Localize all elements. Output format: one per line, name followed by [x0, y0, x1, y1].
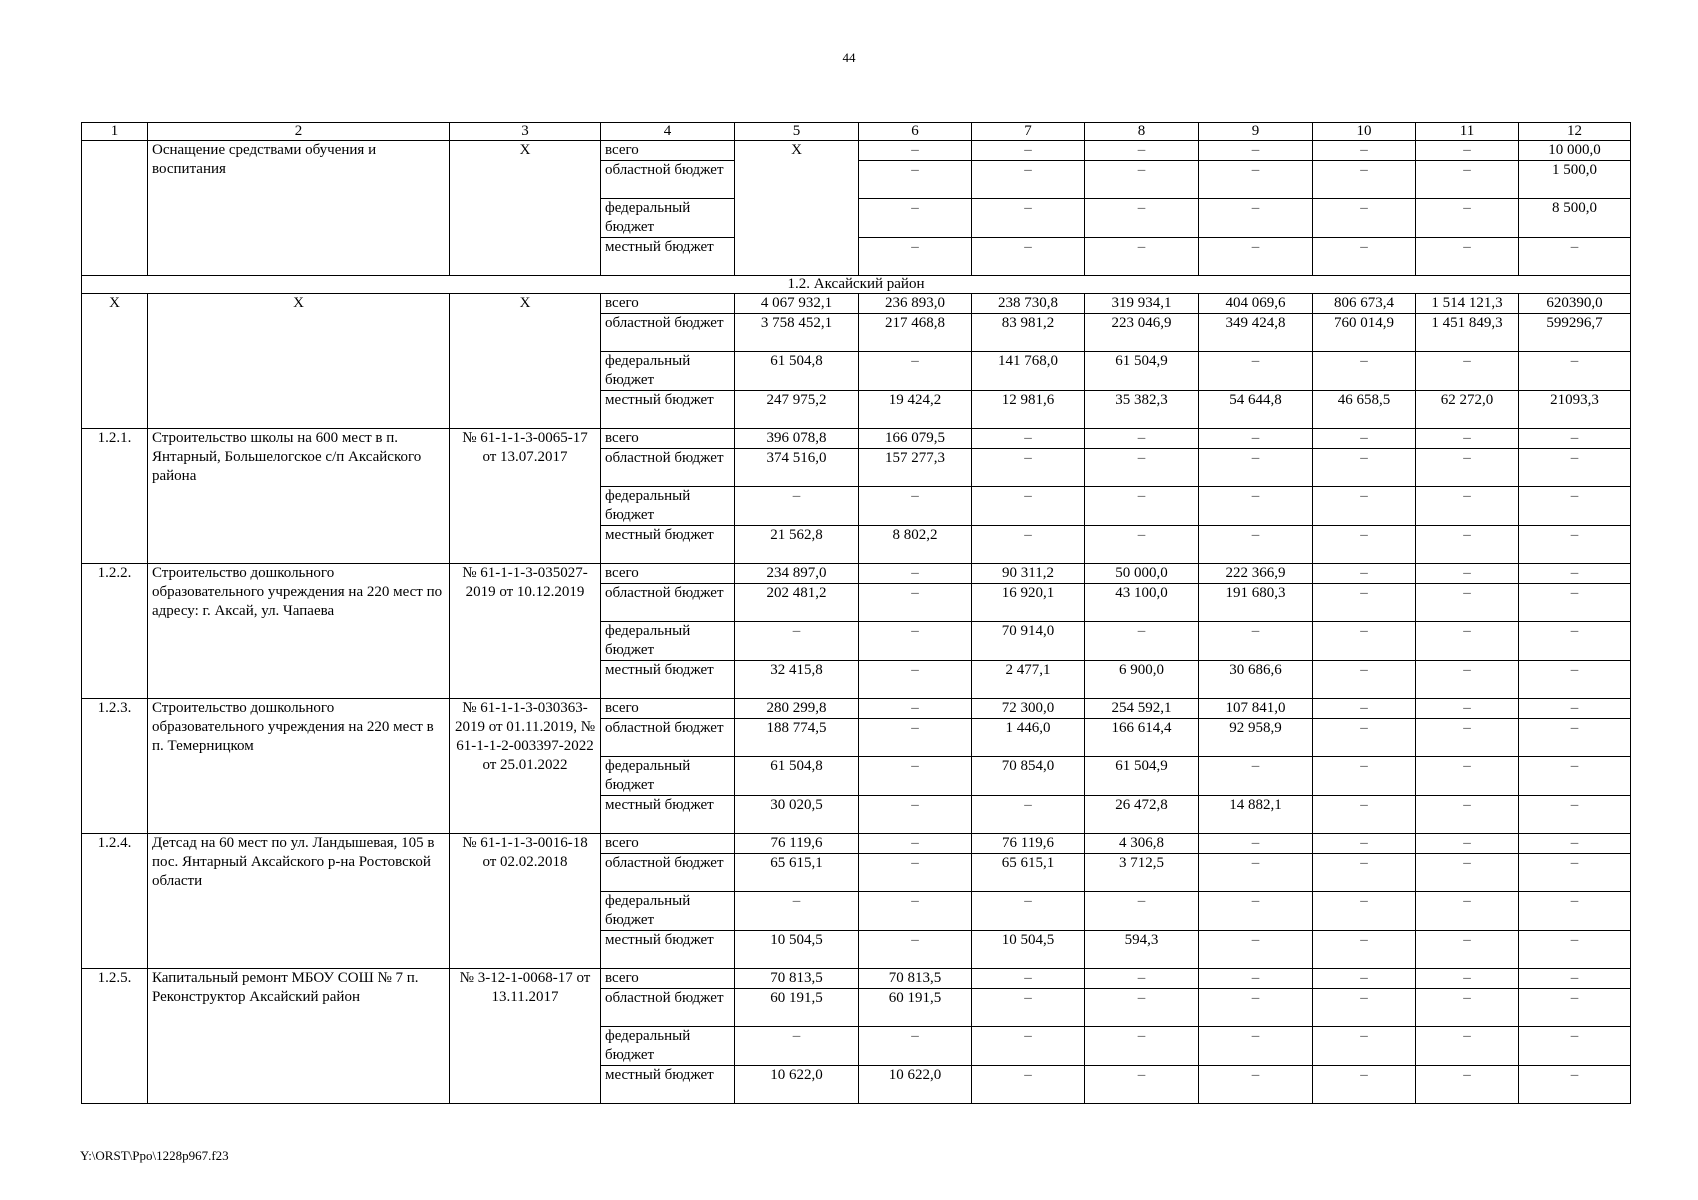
value-cell: – [1199, 892, 1313, 931]
value-cell: 1 514 121,3 [1416, 294, 1519, 314]
value-cell: 236 893,0 [859, 294, 972, 314]
value-cell: – [1313, 238, 1416, 276]
value-cell: – [1085, 1027, 1199, 1066]
value-cell: – [1416, 352, 1519, 391]
value-cell: 32 415,8 [735, 661, 859, 699]
value-cell: – [1519, 487, 1631, 526]
value-cell: 12 981,6 [972, 391, 1085, 429]
value-cell: 349 424,8 [1199, 314, 1313, 352]
funding-source: всего [601, 564, 735, 584]
value-cell: 14 882,1 [1199, 796, 1313, 834]
value-cell: – [1313, 719, 1416, 757]
value-cell: 72 300,0 [972, 699, 1085, 719]
value-cell: – [859, 584, 972, 622]
funding-source: местный бюджет [601, 526, 735, 564]
value-cell: – [1199, 622, 1313, 661]
value-cell: – [1199, 526, 1313, 564]
value-cell: – [859, 161, 972, 199]
column-number: 12 [1519, 123, 1631, 141]
item-number: 1.2.4. [82, 834, 148, 969]
file-path: Y:\ORST\Ppo\1228p967.f23 [80, 1148, 229, 1163]
value-cell: – [1313, 834, 1416, 854]
value-cell: – [1416, 161, 1519, 199]
item-document: № 61-1-1-3-035027-2019 от 10.12.2019 [450, 564, 601, 699]
item-name: Строительство школы на 600 мест в п. Янтарный, Большелогское с/п Аксайского района [148, 429, 450, 564]
item-number: 1.2.1. [82, 429, 148, 564]
value-cell: – [1199, 969, 1313, 989]
value-cell: – [1519, 661, 1631, 699]
value-cell: 21 562,8 [735, 526, 859, 564]
value-cell: 16 920,1 [972, 584, 1085, 622]
value-cell: – [1416, 969, 1519, 989]
funding-source: областной бюджет [601, 314, 735, 352]
value-cell: – [1416, 141, 1519, 161]
value-cell: – [859, 757, 972, 796]
value-cell: – [972, 141, 1085, 161]
value-cell: – [972, 989, 1085, 1027]
value-cell: – [1313, 757, 1416, 796]
value-cell: – [1416, 487, 1519, 526]
funding-source: всего [601, 294, 735, 314]
funding-source: местный бюджет [601, 661, 735, 699]
value-cell: – [859, 564, 972, 584]
value-cell: 46 658,5 [1313, 391, 1416, 429]
value-cell: – [1519, 699, 1631, 719]
column-number: 4 [601, 123, 735, 141]
value-cell: 396 078,8 [735, 429, 859, 449]
table-row [82, 564, 1631, 584]
value-cell: 54 644,8 [1199, 391, 1313, 429]
value-cell: – [972, 796, 1085, 834]
value-cell: – [1085, 199, 1199, 238]
value-cell: – [1313, 1066, 1416, 1104]
value-cell: – [972, 449, 1085, 487]
item-document: № 61-1-1-3-0065-17 от 13.07.2017 [450, 429, 601, 564]
funding-source: федеральный бюджет [601, 352, 735, 391]
value-cell: 238 730,8 [972, 294, 1085, 314]
value-cell: 141 768,0 [972, 352, 1085, 391]
value-cell: 247 975,2 [735, 391, 859, 429]
value-cell: – [859, 699, 972, 719]
item-number: X [82, 294, 148, 429]
value-cell: – [859, 834, 972, 854]
value-cell: – [1519, 969, 1631, 989]
column-number: 11 [1416, 123, 1519, 141]
value-cell: – [1519, 238, 1631, 276]
value-cell: 60 191,5 [735, 989, 859, 1027]
funding-source: областной бюджет [601, 584, 735, 622]
value-cell: – [1519, 719, 1631, 757]
value-cell: – [1085, 238, 1199, 276]
value-cell: – [1199, 931, 1313, 969]
value-cell: 166 614,4 [1085, 719, 1199, 757]
value-cell: 61 504,8 [735, 352, 859, 391]
value-cell: – [1313, 622, 1416, 661]
value-cell: – [859, 487, 972, 526]
value-cell: – [1416, 834, 1519, 854]
value-cell: 65 615,1 [735, 854, 859, 892]
column-number: 7 [972, 123, 1085, 141]
value-cell: – [1199, 352, 1313, 391]
value-cell: 30 020,5 [735, 796, 859, 834]
value-cell: – [1519, 1027, 1631, 1066]
funding-source: местный бюджет [601, 931, 735, 969]
funding-source: федеральный бюджет [601, 892, 735, 931]
value-cell: – [1085, 526, 1199, 564]
value-cell: – [859, 661, 972, 699]
funding-source: федеральный бюджет [601, 1027, 735, 1066]
value-cell: – [1416, 199, 1519, 238]
value-cell: 202 481,2 [735, 584, 859, 622]
value-cell: – [1199, 487, 1313, 526]
value-cell: – [1313, 564, 1416, 584]
item-name: Строительство дошкольного образовательного учреждения на 220 мест в п. Темерницком [148, 699, 450, 834]
value-cell: – [1416, 854, 1519, 892]
value-cell: – [1519, 429, 1631, 449]
value-cell: – [972, 161, 1085, 199]
value-cell: – [1313, 854, 1416, 892]
value-cell: 8 500,0 [1519, 199, 1631, 238]
value-cell: – [859, 238, 972, 276]
value-cell: – [1519, 989, 1631, 1027]
funding-source: областной бюджет [601, 989, 735, 1027]
value-cell: – [1416, 584, 1519, 622]
funding-source: местный бюджет [601, 796, 735, 834]
value-cell: 222 366,9 [1199, 564, 1313, 584]
item-name: Строительство дошкольного образовательного учреждения на 220 мест по адресу: г. Аксай, ул. Чапаева [148, 564, 450, 699]
value-cell: – [1519, 834, 1631, 854]
item-document: № 3-12-1-0068-17 от 13.11.2017 [450, 969, 601, 1104]
value-cell: – [1199, 1027, 1313, 1066]
value-cell: – [1519, 449, 1631, 487]
funding-source: местный бюджет [601, 238, 735, 276]
page-number: 44 [842, 50, 856, 65]
value-cell: 50 000,0 [1085, 564, 1199, 584]
value-cell: – [972, 238, 1085, 276]
value-cell: 2 477,1 [972, 661, 1085, 699]
value-cell: – [1519, 854, 1631, 892]
value-cell: – [1416, 719, 1519, 757]
section-row [82, 276, 1631, 294]
funding-source: всего [601, 141, 735, 161]
funding-source: местный бюджет [601, 1066, 735, 1104]
value-cell: 3 758 452,1 [735, 314, 859, 352]
item-name: Детсад на 60 мест по ул. Ландышевая, 105 в пос. Янтарный Аксайского р-на Ростовской области [148, 834, 450, 969]
value-cell: – [1313, 699, 1416, 719]
funding-source: федеральный бюджет [601, 487, 735, 526]
value-cell: 223 046,9 [1085, 314, 1199, 352]
item-document: X [450, 141, 601, 276]
value-cell: – [1313, 661, 1416, 699]
value-cell: – [1085, 487, 1199, 526]
column-number: 1 [82, 123, 148, 141]
value-cell: – [1416, 449, 1519, 487]
value-cell: 8 802,2 [859, 526, 972, 564]
value-cell: 62 272,0 [1416, 391, 1519, 429]
value-cell: 70 854,0 [972, 757, 1085, 796]
value-cell: – [972, 892, 1085, 931]
value-cell: – [972, 1066, 1085, 1104]
value-cell: – [1416, 989, 1519, 1027]
value-cell: – [1085, 892, 1199, 931]
item-number: 1.2.5. [82, 969, 148, 1104]
value-cell: – [1199, 449, 1313, 487]
value-cell: – [1085, 161, 1199, 199]
funding-source: всего [601, 969, 735, 989]
value-cell: 760 014,9 [1313, 314, 1416, 352]
value-cell: – [1416, 1027, 1519, 1066]
value-cell: 4 067 932,1 [735, 294, 859, 314]
value-cell: 10 504,5 [972, 931, 1085, 969]
value-cell: 107 841,0 [1199, 699, 1313, 719]
value-cell: 157 277,3 [859, 449, 972, 487]
value-cell: – [972, 199, 1085, 238]
value-cell: – [859, 892, 972, 931]
section-title: 1.2. Аксайский район [82, 276, 1631, 294]
value-cell: 60 191,5 [859, 989, 972, 1027]
total-value: X [735, 141, 859, 276]
column-number: 8 [1085, 123, 1199, 141]
value-cell: – [859, 199, 972, 238]
column-number: 10 [1313, 123, 1416, 141]
item-name: X [148, 294, 450, 429]
value-cell: – [1313, 989, 1416, 1027]
value-cell: – [859, 352, 972, 391]
value-cell: 6 900,0 [1085, 661, 1199, 699]
funding-source: областной бюджет [601, 719, 735, 757]
value-cell: 61 504,9 [1085, 757, 1199, 796]
value-cell: 10 622,0 [735, 1066, 859, 1104]
value-cell: – [1519, 622, 1631, 661]
value-cell: – [972, 487, 1085, 526]
value-cell: – [1416, 564, 1519, 584]
value-cell: – [1085, 429, 1199, 449]
value-cell: – [1313, 969, 1416, 989]
value-cell: – [1519, 892, 1631, 931]
value-cell: – [1313, 449, 1416, 487]
value-cell: – [1199, 1066, 1313, 1104]
value-cell: 30 686,6 [1199, 661, 1313, 699]
table-row [82, 699, 1631, 719]
value-cell: – [1519, 931, 1631, 969]
value-cell: – [1313, 931, 1416, 969]
value-cell: – [735, 1027, 859, 1066]
value-cell: 319 934,1 [1085, 294, 1199, 314]
value-cell: – [1519, 796, 1631, 834]
value-cell: 70 813,5 [735, 969, 859, 989]
value-cell: – [859, 931, 972, 969]
item-document: X [450, 294, 601, 429]
value-cell: – [859, 796, 972, 834]
value-cell: 83 981,2 [972, 314, 1085, 352]
value-cell: 599296,7 [1519, 314, 1631, 352]
column-number: 9 [1199, 123, 1313, 141]
funding-source: областной бюджет [601, 854, 735, 892]
value-cell: 61 504,9 [1085, 352, 1199, 391]
value-cell: 280 299,8 [735, 699, 859, 719]
value-cell: 188 774,5 [735, 719, 859, 757]
column-number: 2 [148, 123, 450, 141]
value-cell: – [972, 1027, 1085, 1066]
value-cell: – [1199, 429, 1313, 449]
value-cell: 1 446,0 [972, 719, 1085, 757]
value-cell: 35 382,3 [1085, 391, 1199, 429]
value-cell: 254 592,1 [1085, 699, 1199, 719]
funding-source: областной бюджет [601, 449, 735, 487]
value-cell: 234 897,0 [735, 564, 859, 584]
item-document: № 61-1-1-3-0016-18 от 02.02.2018 [450, 834, 601, 969]
value-cell: – [1199, 161, 1313, 199]
value-cell: – [1519, 1066, 1631, 1104]
budget-table [81, 122, 1631, 1104]
funding-source: всего [601, 834, 735, 854]
value-cell: 191 680,3 [1199, 584, 1313, 622]
value-cell: – [1519, 584, 1631, 622]
value-cell: 1 451 849,3 [1416, 314, 1519, 352]
value-cell: – [1313, 584, 1416, 622]
value-cell: – [1519, 352, 1631, 391]
value-cell: 70 914,0 [972, 622, 1085, 661]
value-cell: 217 468,8 [859, 314, 972, 352]
value-cell: – [1313, 487, 1416, 526]
value-cell: 806 673,4 [1313, 294, 1416, 314]
funding-source: федеральный бюджет [601, 622, 735, 661]
value-cell: 166 079,5 [859, 429, 972, 449]
value-cell: – [1416, 699, 1519, 719]
value-cell: – [735, 622, 859, 661]
value-cell: 76 119,6 [735, 834, 859, 854]
value-cell: – [1085, 449, 1199, 487]
funding-source: федеральный бюджет [601, 199, 735, 238]
value-cell: – [1199, 834, 1313, 854]
value-cell: 374 516,0 [735, 449, 859, 487]
value-cell: 70 813,5 [859, 969, 972, 989]
value-cell: – [859, 719, 972, 757]
value-cell: – [1416, 892, 1519, 931]
value-cell: – [1313, 526, 1416, 564]
value-cell: – [1416, 796, 1519, 834]
value-cell: – [1416, 1066, 1519, 1104]
value-cell: – [1085, 141, 1199, 161]
value-cell: – [1313, 892, 1416, 931]
value-cell: 76 119,6 [972, 834, 1085, 854]
table-row [82, 141, 1631, 161]
value-cell: 21093,3 [1519, 391, 1631, 429]
funding-source: всего [601, 699, 735, 719]
item-number: 1.2.3. [82, 699, 148, 834]
value-cell: 404 069,6 [1199, 294, 1313, 314]
value-cell: 19 424,2 [859, 391, 972, 429]
item-name: Капитальный ремонт МБОУ СОШ № 7 п. Реконструктор Аксайский район [148, 969, 450, 1104]
column-number: 6 [859, 123, 972, 141]
item-number [82, 141, 148, 276]
value-cell: – [1313, 1027, 1416, 1066]
value-cell: – [735, 892, 859, 931]
value-cell: – [859, 141, 972, 161]
column-number: 3 [450, 123, 601, 141]
value-cell: 90 311,2 [972, 564, 1085, 584]
funding-source: федеральный бюджет [601, 757, 735, 796]
value-cell: – [1416, 757, 1519, 796]
value-cell: – [1519, 757, 1631, 796]
value-cell: – [1416, 429, 1519, 449]
value-cell: 61 504,8 [735, 757, 859, 796]
funding-source: всего [601, 429, 735, 449]
item-name: Оснащение средствами обучения и воспитания [148, 141, 450, 276]
value-cell: – [1199, 238, 1313, 276]
value-cell: – [1313, 161, 1416, 199]
value-cell: 10 000,0 [1519, 141, 1631, 161]
value-cell: – [859, 854, 972, 892]
value-cell: – [1416, 526, 1519, 564]
funding-source: областной бюджет [601, 161, 735, 199]
value-cell: – [1085, 1066, 1199, 1104]
value-cell: – [1519, 564, 1631, 584]
value-cell: 10 622,0 [859, 1066, 972, 1104]
value-cell: – [1313, 199, 1416, 238]
table-row [82, 834, 1631, 854]
value-cell: – [1313, 352, 1416, 391]
value-cell: – [972, 969, 1085, 989]
column-number: 5 [735, 123, 859, 141]
table-row [82, 294, 1631, 314]
value-cell: – [1085, 989, 1199, 1027]
value-cell: – [1085, 622, 1199, 661]
item-document: № 61-1-1-3-030363-2019 от 01.11.2019, № 61-1-1-2-003397-2022 от 25.01.2022 [450, 699, 601, 834]
funding-source: местный бюджет [601, 391, 735, 429]
value-cell: – [972, 526, 1085, 564]
value-cell: 594,3 [1085, 931, 1199, 969]
value-cell: – [1313, 796, 1416, 834]
value-cell: – [972, 429, 1085, 449]
value-cell: 65 615,1 [972, 854, 1085, 892]
item-number: 1.2.2. [82, 564, 148, 699]
value-cell: – [1313, 429, 1416, 449]
value-cell: 3 712,5 [1085, 854, 1199, 892]
value-cell: 1 500,0 [1519, 161, 1631, 199]
value-cell: – [1416, 931, 1519, 969]
value-cell: 92 958,9 [1199, 719, 1313, 757]
value-cell: – [1199, 757, 1313, 796]
value-cell: – [1416, 622, 1519, 661]
value-cell: – [1519, 526, 1631, 564]
value-cell: – [1416, 661, 1519, 699]
value-cell: 43 100,0 [1085, 584, 1199, 622]
value-cell: – [1313, 141, 1416, 161]
table-row [82, 429, 1631, 449]
value-cell: – [1199, 141, 1313, 161]
value-cell: 10 504,5 [735, 931, 859, 969]
table-row [82, 969, 1631, 989]
value-cell: 4 306,8 [1085, 834, 1199, 854]
value-cell: 26 472,8 [1085, 796, 1199, 834]
column-number-row [82, 123, 1631, 141]
value-cell: – [735, 487, 859, 526]
value-cell: – [1199, 199, 1313, 238]
value-cell: – [859, 1027, 972, 1066]
value-cell: 620390,0 [1519, 294, 1631, 314]
value-cell: – [1199, 854, 1313, 892]
value-cell: – [1416, 238, 1519, 276]
value-cell: – [859, 622, 972, 661]
value-cell: – [1199, 989, 1313, 1027]
value-cell: – [1085, 969, 1199, 989]
